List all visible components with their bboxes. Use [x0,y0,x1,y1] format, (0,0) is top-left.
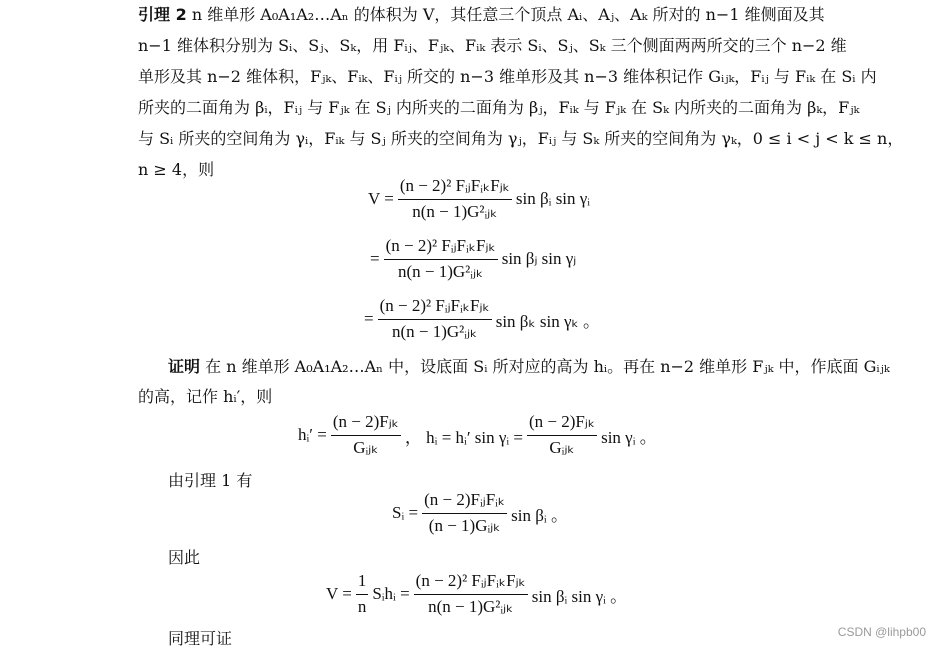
lemma-text-6: n ≥ 4，则 [138,160,215,179]
proof-text-2: 的高，记作 hᵢ′，则 [138,387,273,406]
v-final-fraction [414,571,528,617]
proof-text-1: 在 n 维单形 A₀A₁A₂…Aₙ 中，设底面 Sᵢ 所对应的高为 hᵢ。再在 n−2 维单形 Fⱼₖ 中，作底面 Gᵢⱼₖ [205,357,890,376]
h-prime-denominator: Gᵢⱼₖ [353,438,379,457]
s-fraction [422,490,507,536]
h-prime-numerator: (n − 2)Fⱼₖ [331,412,401,436]
eq2-numerator: (n − 2)² FᵢⱼFᵢₖFⱼₖ [384,236,498,260]
eq2-tail: sin βⱼ sin γⱼ [501,249,577,268]
v-final-denominator: n(n − 1)G²ᵢⱼₖ [428,597,514,616]
eq1-fraction [398,176,512,222]
eq3-equals: = [364,309,374,328]
n-denominator: n [357,597,367,616]
equation-v-2 [370,236,576,282]
equation-s [392,490,568,536]
equation-v-final [326,571,627,617]
s-lhs: Sᵢ = [392,503,419,522]
lemma-text-2: n−1 维体积分别为 Sᵢ、Sⱼ、Sₖ，用 Fᵢⱼ、Fⱼₖ、Fᵢₖ 表示 Sᵢ、Sⱼ、Sₖ 三个侧面两两所交的三个 n−2 维 [138,36,847,55]
equation-v-1 [368,176,590,222]
eq3-fraction [378,296,492,342]
eq1-lhs: V = [368,189,394,208]
one-over-n-fraction [356,571,369,617]
h-prime-fraction [331,412,401,458]
eq2-denominator: n(n − 1)G²ᵢⱼₖ [398,262,484,281]
v-final-lhs: V = [326,584,352,603]
eq2-equals: = [370,249,380,268]
similarly-text: 同理可证 [168,629,233,648]
proof-line-1 [168,356,890,378]
equation-h [298,412,657,458]
h-fraction [527,412,597,458]
s-denominator: (n − 1)Gᵢⱼₖ [428,516,501,535]
eq3-denominator: n(n − 1)G²ᵢⱼₖ [392,322,478,341]
lemma-label: 引理 2 [138,5,187,24]
one-numerator: 1 [356,571,369,595]
proof-label: 证明 [168,357,201,376]
h-mid: ， hᵢ = hᵢ′ sin γᵢ = [404,427,524,447]
v-final-numerator: (n − 2)² FᵢⱼFᵢₖFⱼₖ [414,571,528,595]
h-denominator: Gᵢⱼₖ [549,438,575,457]
h-tail: sin γᵢ 。 [601,427,657,447]
lemma-text-3: 单形及其 n−2 维体积，Fⱼₖ、Fᵢₖ、Fᵢⱼ 所交的 n−3 维单形及其 n−3 维体积记作 Gᵢⱼₖ，Fᵢⱼ 与 Fᵢₖ 在 Sᵢ 内 [138,67,877,86]
watermark: CSDN @lihpb00 [837,625,926,639]
eq3-tail: sin βₖ sin γₖ 。 [495,311,601,331]
lemma-line-1 [138,4,825,26]
v-final-mid: Sᵢhᵢ = [372,584,410,603]
equation-v-3 [364,296,600,342]
eq1-denominator: n(n − 1)G²ᵢⱼₖ [412,202,498,221]
eq2-fraction [384,236,498,282]
eq1-tail: sin βᵢ sin γᵢ [515,189,591,208]
v-final-tail: sin βᵢ sin γᵢ 。 [531,586,628,606]
s-tail: sin βᵢ 。 [511,505,568,525]
h-prime-lhs: hᵢ′ = [298,425,327,444]
lemma-text-4: 所夹的二面角为 βᵢ，Fᵢⱼ 与 Fⱼₖ 在 Sⱼ 内所夹的二面角为 βⱼ，Fᵢₖ 与 Fⱼₖ 在 Sₖ 内所夹的二面角为 βₖ，Fⱼₖ [138,98,860,117]
eq3-numerator: (n − 2)² FᵢⱼFᵢₖFⱼₖ [378,296,492,320]
by-lemma-text: 由引理 1 有 [168,471,253,490]
eq1-numerator: (n − 2)² FᵢⱼFᵢₖFⱼₖ [398,176,512,200]
lemma-text-5: 与 Sᵢ 所夹的空间角为 γᵢ，Fᵢₖ 与 Sⱼ 所夹的空间角为 γⱼ，Fᵢⱼ 与 Sₖ 所夹的空间角为 γₖ，0 ≤ i < j < k ≤ n， [138,129,904,148]
therefore-text: 因此 [168,548,201,567]
h-numerator: (n − 2)Fⱼₖ [527,412,597,436]
s-numerator: (n − 2)FᵢⱼFᵢₖ [422,490,507,514]
lemma-text-1: n 维单形 A₀A₁A₂…Aₙ 的体积为 V，其任意三个顶点 Aᵢ、Aⱼ、Aₖ 所对的 n−1 维侧面及其 [191,5,825,24]
